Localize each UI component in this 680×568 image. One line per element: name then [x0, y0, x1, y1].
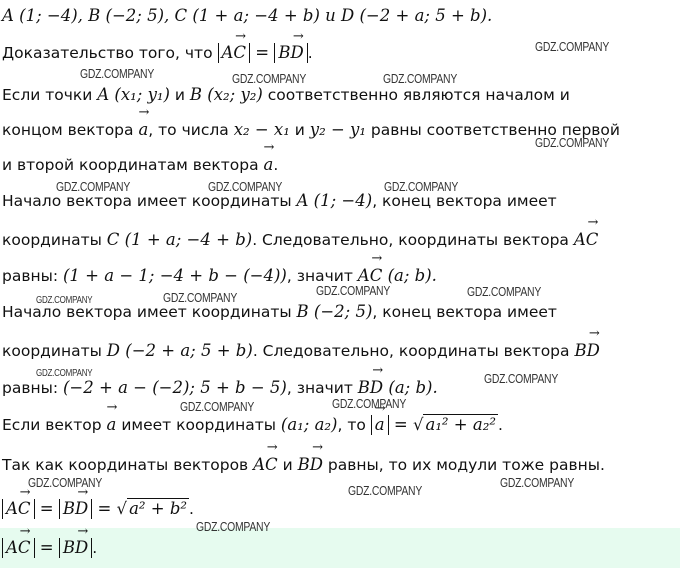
text-line-4: концом вектора → a, то числа x₂ − x₁ и y₂ − y₁ равны соответственно первой	[2, 119, 620, 141]
watermark: GDZ.COMPANY	[383, 71, 458, 86]
watermark: GDZ.COMPANY	[500, 475, 575, 490]
watermark: GDZ.COMPANY	[28, 475, 103, 490]
watermark: GDZ.COMPANY	[208, 179, 283, 194]
answer-line: → AC = → BD .	[2, 537, 97, 559]
text-line-8: равны: (1 + a − 1; −4 + b − (−4)), значит → AC (a; b).	[2, 265, 437, 287]
text-line-9: Начало вектора имеет координаты B (−2; 5), конец вектора имеет	[2, 302, 557, 321]
watermark: GDZ.COMPANY	[36, 368, 93, 379]
vector-bd: → BD	[63, 499, 88, 519]
vector-ac: → AC	[222, 43, 247, 63]
vector-a: → a	[138, 119, 148, 141]
watermark: GDZ.COMPANY	[535, 39, 610, 54]
watermark: GDZ.COMPANY	[467, 284, 542, 299]
text-line-13: Так как координаты векторов → AC и → BD равны, то их модули тоже равны.	[2, 454, 605, 476]
vector-ac: → AC	[574, 229, 599, 251]
watermark: GDZ.COMPANY	[232, 71, 307, 86]
watermark: GDZ.COMPANY	[163, 290, 238, 305]
vector-a: → a	[264, 154, 274, 176]
vector-bd: → BD	[278, 43, 303, 63]
vector-bd: → BD	[63, 538, 88, 558]
vector-bd: → BD	[298, 454, 323, 476]
vector-bd: → BD	[574, 340, 599, 362]
text-line-12: Если вектор → a имеет координаты (a₁; a₂), то → a = √ a₁² + a₂² .	[2, 414, 503, 436]
vector-ac: → AC	[6, 499, 31, 519]
vector-ac: → AC	[253, 454, 278, 476]
text-line-1: A (1; −4), B (−2; 5), C (1 + a; −4 + b) и D (−2 + a; 5 + b).	[2, 6, 493, 25]
vector-a: → a	[107, 414, 117, 436]
watermark: GDZ.COMPANY	[535, 135, 610, 150]
text-line-3: Если точки A (x₁; y₁) и B (x₂; y₂) соответственно являются началом и	[2, 85, 570, 104]
answer-highlight	[0, 528, 680, 568]
vector-a: → a	[375, 415, 385, 435]
watermark: GDZ.COMPANY	[332, 396, 407, 411]
text-line-2: Доказательство того, что → AC = → BD .	[2, 42, 313, 64]
watermark: GDZ.COMPANY	[56, 179, 131, 194]
text-line-10: координаты D (−2 + a; 5 + b). Следовательно, координаты вектора → BD	[2, 340, 600, 362]
watermark: GDZ.COMPANY	[484, 371, 559, 386]
vector-ac: → AC	[358, 265, 383, 287]
text-line-14: → AC = → BD = √ a² + b² .	[2, 498, 194, 520]
watermark: GDZ.COMPANY	[36, 295, 93, 306]
text-line-5: и второй координатам вектора → a.	[2, 154, 278, 176]
vector-ac: → AC	[6, 538, 31, 558]
vector-bd: → BD	[358, 377, 383, 399]
watermark: GDZ.COMPANY	[348, 483, 423, 498]
watermark: GDZ.COMPANY	[384, 179, 459, 194]
text-line-11: равны: (−2 + a − (−2); 5 + b − 5), значит → BD (a; b).	[2, 377, 438, 399]
watermark: GDZ.COMPANY	[316, 283, 391, 298]
watermark: GDZ.COMPANY	[196, 519, 271, 534]
text-line-7: координаты C (1 + a; −4 + b). Следовательно, координаты вектора → AC	[2, 229, 598, 251]
watermark: GDZ.COMPANY	[80, 66, 155, 81]
text-line-6: Начало вектора имеет координаты A (1; −4), конец вектора имеет	[2, 191, 557, 210]
watermark: GDZ.COMPANY	[180, 399, 255, 414]
